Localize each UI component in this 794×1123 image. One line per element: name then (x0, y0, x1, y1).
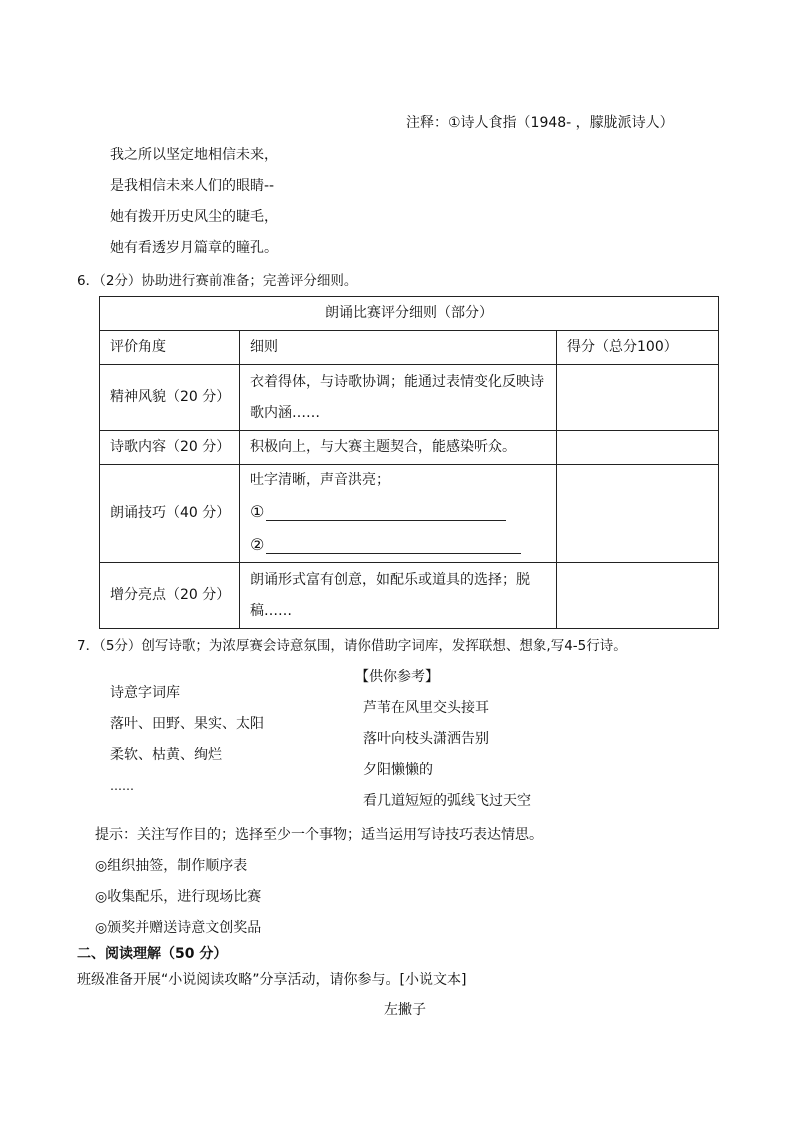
section-intro: 班级准备开展“小说阅读攻略”分享活动，请你参与。[小说文本] (77, 972, 467, 988)
detail-line: 衣着得体，与诗歌协调；能通过表情变化反映诗 (250, 373, 544, 390)
table-cell-aspect: 诗歌内容（20 分） (100, 431, 240, 465)
writing-tip: 提示：关注写作目的；选择至少一个事物；适当运用写诗技巧表达情思。 (95, 827, 543, 843)
reference-line: 看几道短短的弧线飞过天空 (363, 793, 531, 809)
score-cell[interactable] (557, 563, 719, 629)
table-cell-aspect: 增分亮点（20 分） (100, 563, 240, 629)
reference-line: 落叶向枝头潇洒告别 (363, 731, 489, 747)
poem-line: 她有看透岁月篇章的瞳孔。 (110, 240, 278, 256)
option-item: ◎收集配乐，进行现场比赛 (95, 889, 262, 905)
score-cell[interactable] (557, 465, 719, 563)
table-row (100, 431, 719, 465)
circled-number: ② (250, 535, 265, 554)
reference-line: 芦苇在风里交头接耳 (363, 700, 489, 716)
table-cell-aspect: 朗诵技巧（40 分） (100, 465, 240, 563)
poem-line: 是我相信未来人们的眼睛-- (110, 178, 275, 194)
detail-line: 歌内涵…… (250, 404, 320, 421)
score-cell[interactable] (557, 365, 719, 431)
fill-in-blank[interactable] (266, 535, 521, 554)
table-header: 得分（总分100） (557, 331, 719, 365)
option-item: ◎颁奖并赠送诗意文创奖品 (95, 920, 262, 936)
section-heading: 二、阅读理解（50 分） (77, 946, 228, 962)
poem-line: 我之所以坚定地相信未来， (110, 147, 278, 163)
wordbank-line: 柔软、枯黄、绚烂 (110, 747, 222, 763)
table-row (100, 563, 719, 629)
wordbank-title: 诗意字词库 (110, 685, 180, 701)
score-cell[interactable] (557, 431, 719, 465)
table-header: 细则 (240, 331, 557, 365)
table-header: 评价角度 (100, 331, 240, 365)
poem-line: 她有拨开历史风尘的睫毛， (110, 209, 278, 225)
table-cell-detail (240, 563, 557, 629)
table-cell-detail (240, 365, 557, 431)
circled-number: ① (250, 502, 265, 521)
blank-line-1 (250, 496, 546, 529)
story-title: 左撇子 (384, 1002, 426, 1018)
wordbank-line: 落叶、田野、果实、太阳 (110, 716, 264, 732)
poem-note: 注释：①诗人食指（1948- ，朦胧派诗人） (406, 115, 674, 131)
question-6: 6．（2分）协助进行赛前准备；完善评分细则。 (77, 273, 358, 289)
detail-line: 吐字清晰，声音洪亮； (250, 472, 390, 488)
fill-in-blank[interactable] (266, 502, 506, 521)
rubric-table (99, 296, 719, 629)
reference-title: 【供你参考】 (355, 669, 439, 685)
detail-line: 稿…… (250, 602, 292, 619)
table-row (100, 365, 719, 431)
question-7: 7．（5分）创写诗歌；为浓厚赛会诗意氛围，请你借助字词库，发挥联想、想象,写4-5行诗。 (77, 638, 627, 654)
table-title: 朗诵比赛评分细则（部分） (100, 297, 719, 331)
table-cell-detail (240, 465, 557, 563)
wordbank-line: …… (110, 779, 134, 793)
table-cell-detail: 积极向上，与大赛主题契合，能感染听众。 (240, 431, 557, 465)
table-cell-aspect: 精神风貌（20 分） (100, 365, 240, 431)
reference-line: 夕阳懒懒的 (363, 762, 433, 778)
option-item: ◎组织抽签，制作顺序表 (95, 858, 248, 874)
blank-line-2 (250, 529, 546, 562)
detail-line: 朗诵形式富有创意，如配乐或道具的选择；脱 (250, 571, 530, 588)
table-row (100, 465, 719, 563)
